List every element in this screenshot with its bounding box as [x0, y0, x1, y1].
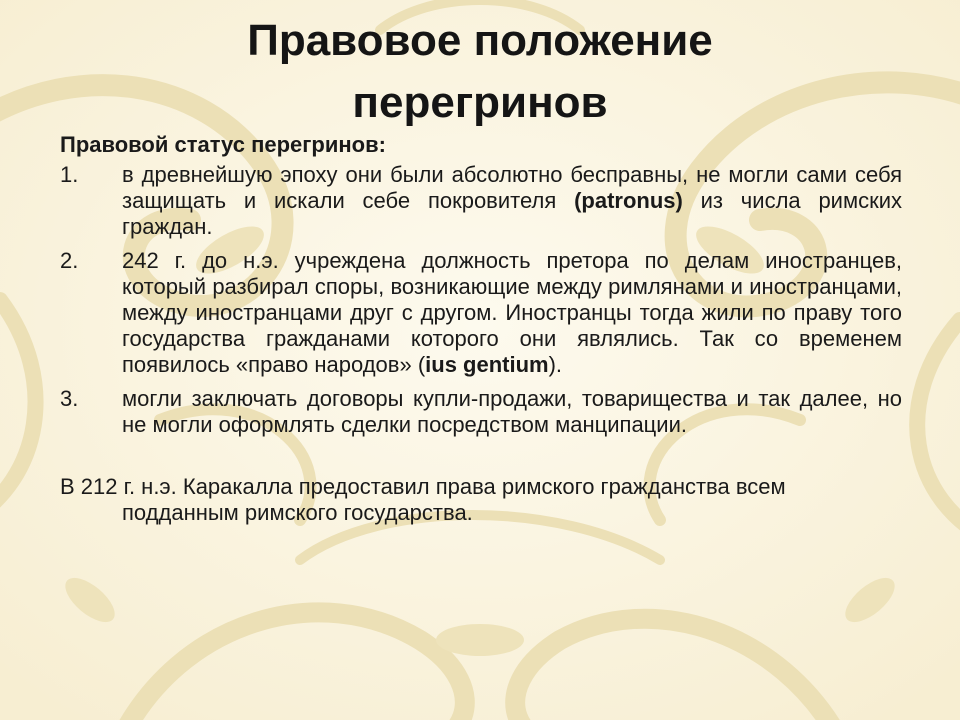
title-line-2: перегринов: [352, 78, 608, 127]
list-number: 2.: [60, 248, 79, 273]
title-line-1: Правовое положение: [247, 16, 713, 65]
list-term: ius gentium: [425, 352, 549, 377]
list-item-2: [60, 248, 902, 378]
list-item-1: [60, 162, 902, 240]
section-heading: Правовой статус перегринов:: [60, 132, 386, 157]
list-text: 242 г. до н.э. учреждена должность претора по делам иностранцев, который разбирал споры, возникающие между римлянами и иностранцами, между иностранцами друг с другом. Иностранцы тогда жили по праву того государства гражданами которого они являлись. Так со временем появилось «право народов» (: [122, 248, 902, 377]
list-text-end: ).: [548, 352, 563, 377]
list-number: 1.: [60, 162, 79, 187]
list-term: (patronus): [574, 188, 683, 213]
list-text-end: из числа римских граждан.: [122, 188, 903, 239]
slide-content: [60, 132, 902, 526]
slide-title: [80, 10, 880, 134]
list-number: 3.: [60, 386, 79, 411]
list-text: могли заключать договоры купли-продажи, товарищества и так далее, но не могли оформлять сделки посредством манципации.: [122, 386, 902, 437]
list-item-3: [60, 386, 902, 438]
closing-paragraph: В 212 г. н.э. Каракалла предоставил права римского гражданства всем подданным римского государства.: [60, 474, 786, 525]
list-text: в древнейшую эпоху они были абсолютно бесправны, не могли сами себя защищать и искали себе покровителя: [122, 162, 902, 213]
